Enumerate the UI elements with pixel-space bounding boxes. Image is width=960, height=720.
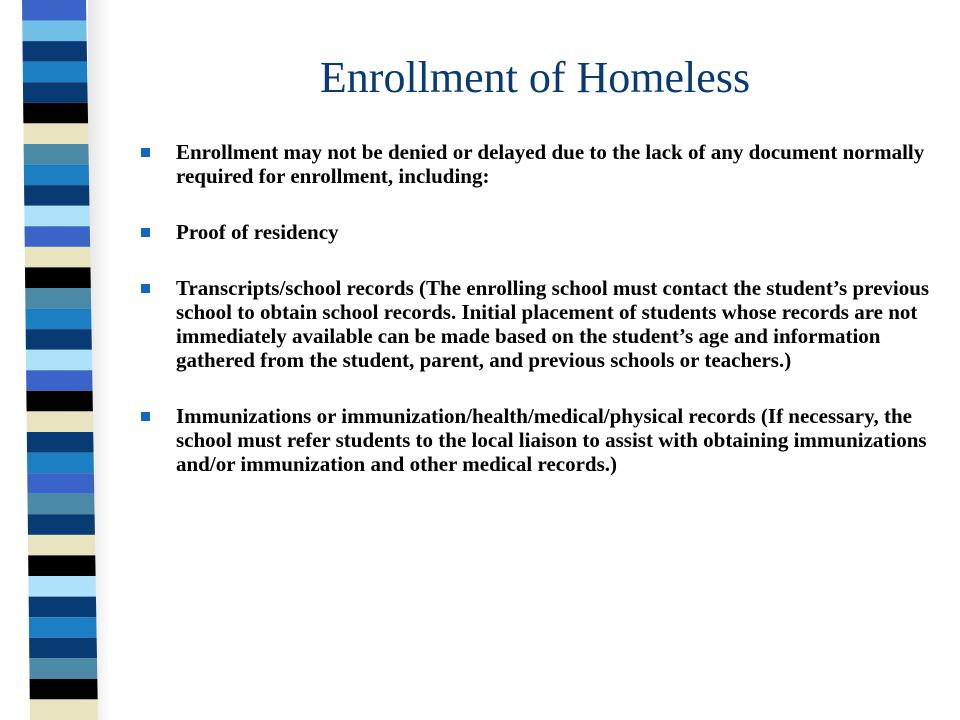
- strip-block: [22, 21, 86, 42]
- strip-block: [27, 494, 94, 515]
- strip-block: [28, 576, 96, 597]
- strip-block: [29, 638, 97, 659]
- strip-block: [25, 226, 91, 247]
- strip-block: [26, 391, 93, 412]
- bullet-item: [140, 220, 930, 244]
- bullet-text: Enrollment may not be denied or delayed due to the lack of any document normally required for enrollment, including:: [176, 140, 925, 188]
- strip-block: [25, 309, 91, 330]
- strip-block: [29, 617, 97, 638]
- bullet-item: [140, 404, 930, 476]
- strip-block: [25, 288, 91, 309]
- strip-block: [26, 370, 92, 391]
- strip-block: [26, 350, 92, 371]
- square-bullet-icon: [141, 412, 150, 421]
- strip-block: [27, 473, 94, 494]
- strip-block: [24, 185, 89, 206]
- bullet-item: [140, 140, 930, 188]
- square-bullet-icon: [141, 284, 150, 293]
- decorative-strip-shadow: [88, 0, 110, 720]
- strip-block: [26, 329, 92, 350]
- strip-block: [23, 123, 88, 144]
- strip-block: [28, 535, 95, 556]
- bullet-text: Immunizations or immunization/health/medical/physical records (If necessary, the school must refer students to the local liaison to assist with obtaining immunizations and/or immunization and other medical records.): [176, 404, 927, 476]
- bullet-text: Transcripts/school records (The enrolling school must contact the student’s previous school to obtain school records. Initial placement of students whose records are not immediately available can be made based on the student’s age and information gathered from the student, parent, and previous schools or teachers.): [176, 276, 930, 372]
- strip-block: [27, 453, 94, 474]
- strip-block: [29, 597, 97, 618]
- strip-block: [24, 144, 89, 165]
- strip-block: [27, 411, 94, 432]
- bullet-list: [140, 140, 930, 476]
- strip-block: [22, 0, 86, 21]
- square-bullet-icon: [141, 148, 150, 157]
- square-bullet-icon: [141, 228, 150, 237]
- strip-block: [24, 165, 89, 186]
- strip-block: [27, 432, 94, 453]
- strip-block: [25, 267, 91, 288]
- bullet-item: [140, 276, 930, 372]
- strip-block: [28, 514, 95, 535]
- bullet-text: Proof of residency: [176, 220, 339, 244]
- strip-block: [28, 555, 95, 576]
- strip-block: [24, 206, 89, 227]
- strip-block: [25, 247, 91, 268]
- slide-title: Enrollment of Homeless: [319, 53, 751, 102]
